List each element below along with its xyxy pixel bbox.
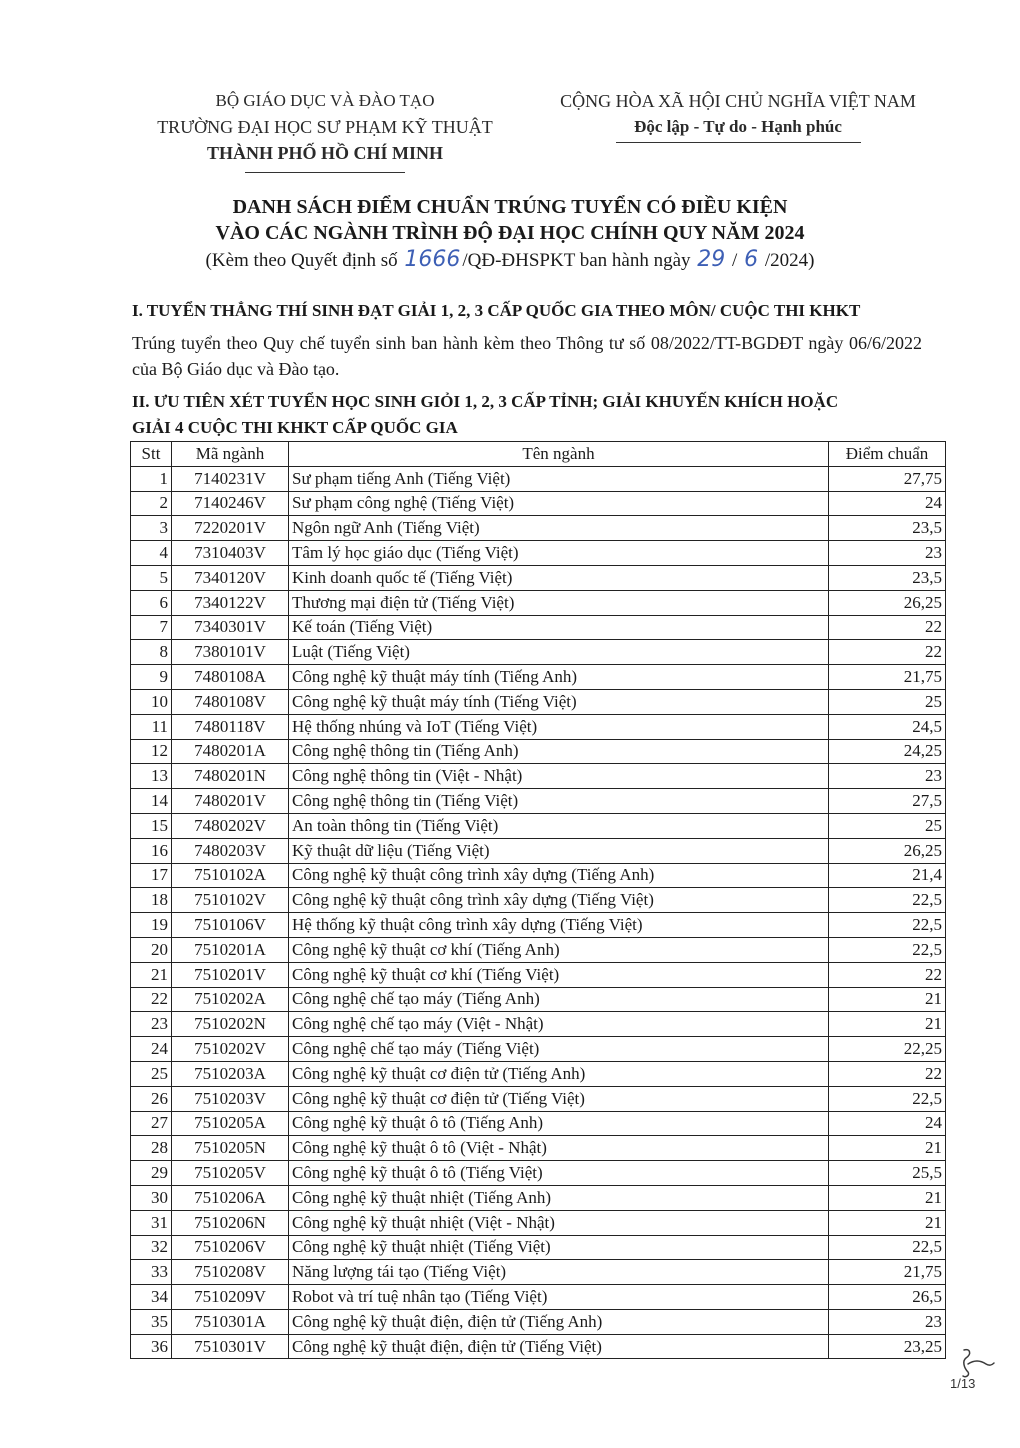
table-row (131, 615, 946, 640)
table-row (131, 987, 946, 1012)
table-row (131, 541, 946, 566)
row-major-code: 7480201A (172, 739, 289, 764)
row-major-name: An toàn thông tin (Tiếng Việt) (289, 813, 829, 838)
row-major-name: Sư phạm công nghệ (Tiếng Việt) (289, 491, 829, 516)
row-stt: 17 (131, 863, 172, 888)
row-cutoff-score: 22,5 (829, 1235, 946, 1260)
row-major-code: 7510209V (172, 1285, 289, 1310)
row-major-code: 7510106V (172, 913, 289, 938)
row-major-name: Công nghệ thông tin (Tiếng Việt) (289, 789, 829, 814)
section-2-title-line-1: II. ƯU TIÊN XÉT TUYỂN HỌC SINH GIỎI 1, 2, 3 CẤP TỈNH; GIẢI KHUYẾN KHÍCH HOẶC (132, 392, 839, 411)
row-cutoff-score: 23 (829, 541, 946, 566)
table-row (131, 1136, 946, 1161)
row-stt: 9 (131, 665, 172, 690)
row-stt: 29 (131, 1161, 172, 1186)
row-major-code: 7480108V (172, 689, 289, 714)
row-cutoff-score: 23 (829, 764, 946, 789)
row-major-code: 7480108A (172, 665, 289, 690)
row-major-code: 7510205V (172, 1161, 289, 1186)
row-cutoff-score: 26,25 (829, 838, 946, 863)
row-major-name: Robot và trí tuệ nhân tạo (Tiếng Việt) (289, 1285, 829, 1310)
row-stt: 28 (131, 1136, 172, 1161)
document-title (120, 194, 900, 275)
row-stt: 8 (131, 640, 172, 665)
row-stt: 4 (131, 541, 172, 566)
row-major-name: Công nghệ kỹ thuật nhiệt (Việt - Nhật) (289, 1210, 829, 1235)
row-major-name: Công nghệ chế tạo máy (Tiếng Việt) (289, 1037, 829, 1062)
cutoff-score-table (130, 441, 946, 1359)
section-1-title: I. TUYỂN THẲNG THÍ SINH ĐẠT GIẢI 1, 2, 3 CẤP QUỐC GIA THEO MÔN/ CUỘC THI KHKT (132, 301, 861, 320)
section-1-text: Trúng tuyển theo Quy chế tuyển sinh ban hành kèm theo Thông tư số 08/2022/TT-BGDĐT ngày 06/6/2022 của Bộ Giáo dục và Đào tạo. (132, 333, 922, 379)
title-line-1: DANH SÁCH ĐIỂM CHUẨN TRÚNG TUYỂN CÓ ĐIỀU KIỆN (232, 196, 788, 218)
row-major-name: Công nghệ kỹ thuật cơ khí (Tiếng Anh) (289, 937, 829, 962)
row-cutoff-score: 26,25 (829, 590, 946, 615)
table-row (131, 466, 946, 491)
row-cutoff-score: 22 (829, 615, 946, 640)
row-major-code: 7510102V (172, 888, 289, 913)
header-cutoff-score: Điểm chuẩn (829, 442, 946, 467)
row-major-code: 7140246V (172, 491, 289, 516)
row-stt: 33 (131, 1260, 172, 1285)
table-row (131, 937, 946, 962)
header-stt: Stt (131, 442, 172, 467)
header-major-name: Tên ngành (289, 442, 829, 467)
table-row (131, 962, 946, 987)
row-stt: 19 (131, 913, 172, 938)
row-stt: 2 (131, 491, 172, 516)
row-cutoff-score: 27,5 (829, 789, 946, 814)
table-row (131, 1061, 946, 1086)
row-stt: 14 (131, 789, 172, 814)
row-stt: 32 (131, 1235, 172, 1260)
section-1 (132, 298, 922, 382)
row-cutoff-score: 25 (829, 689, 946, 714)
row-major-name: Công nghệ kỹ thuật ô tô (Tiếng Anh) (289, 1111, 829, 1136)
row-major-code: 7380101V (172, 640, 289, 665)
decision-middle: /QĐ-ĐHSPKT ban hành ngày (462, 250, 691, 271)
header-major-code: Mã ngành (172, 442, 289, 467)
table-row (131, 789, 946, 814)
row-cutoff-score: 21,75 (829, 665, 946, 690)
table-row (131, 689, 946, 714)
page-number: 1/13 (950, 1376, 976, 1391)
row-major-name: Năng lượng tái tạo (Tiếng Việt) (289, 1260, 829, 1285)
row-major-code: 7480201N (172, 764, 289, 789)
row-stt: 3 (131, 516, 172, 541)
header-right (528, 88, 948, 143)
row-major-code: 7510203A (172, 1061, 289, 1086)
row-major-name: Công nghệ kỹ thuật máy tính (Tiếng Anh) (289, 665, 829, 690)
row-stt: 6 (131, 590, 172, 615)
row-major-name: Công nghệ kỹ thuật nhiệt (Tiếng Việt) (289, 1235, 829, 1260)
ministry-name: BỘ GIÁO DỤC VÀ ĐÀO TẠO (215, 91, 435, 110)
row-stt: 11 (131, 714, 172, 739)
row-stt: 7 (131, 615, 172, 640)
row-cutoff-score: 22,5 (829, 937, 946, 962)
row-stt: 1 (131, 466, 172, 491)
row-cutoff-score: 21 (829, 1210, 946, 1235)
date-slash: / (732, 250, 738, 271)
row-major-name: Công nghệ kỹ thuật công trình xây dựng (Tiếng Anh) (289, 863, 829, 888)
table-row (131, 1235, 946, 1260)
row-major-name: Công nghệ kỹ thuật cơ điện tử (Tiếng Anh) (289, 1061, 829, 1086)
row-stt: 18 (131, 888, 172, 913)
country-name: CỘNG HÒA XÃ HỘI CHỦ NGHĨA VIỆT NAM (560, 91, 916, 111)
row-stt: 25 (131, 1061, 172, 1086)
row-major-code: 7510205N (172, 1136, 289, 1161)
signature-initials (956, 1346, 996, 1380)
row-stt: 12 (131, 739, 172, 764)
header-left (120, 88, 530, 173)
table-row (131, 491, 946, 516)
table-row (131, 590, 946, 615)
decision-suffix: /2024) (764, 250, 815, 271)
row-major-code: 7510205A (172, 1111, 289, 1136)
row-stt: 24 (131, 1037, 172, 1062)
row-major-code: 7510202A (172, 987, 289, 1012)
table-row (131, 913, 946, 938)
row-cutoff-score: 22,5 (829, 888, 946, 913)
row-major-code: 7510208V (172, 1260, 289, 1285)
row-cutoff-score: 21 (829, 987, 946, 1012)
row-major-name: Hệ thống kỹ thuật công trình xây dựng (Tiếng Việt) (289, 913, 829, 938)
row-major-code: 7140231V (172, 466, 289, 491)
table-header-row (131, 442, 946, 467)
row-stt: 26 (131, 1086, 172, 1111)
table-row (131, 1260, 946, 1285)
row-stt: 34 (131, 1285, 172, 1310)
row-major-name: Công nghệ kỹ thuật công trình xây dựng (Tiếng Việt) (289, 888, 829, 913)
row-cutoff-score: 24,5 (829, 714, 946, 739)
city-name: THÀNH PHỐ HỒ CHÍ MINH (206, 143, 443, 163)
decision-reference (120, 246, 900, 275)
row-cutoff-score: 22 (829, 1061, 946, 1086)
table-row (131, 888, 946, 913)
row-major-code: 7510201V (172, 962, 289, 987)
row-major-name: Tâm lý học giáo dục (Tiếng Việt) (289, 541, 829, 566)
row-cutoff-score: 22 (829, 962, 946, 987)
row-major-name: Kinh doanh quốc tế (Tiếng Việt) (289, 565, 829, 590)
row-major-code: 7510201A (172, 937, 289, 962)
row-cutoff-score: 25 (829, 813, 946, 838)
section-2-title-line-2: GIẢI 4 CUỘC THI KHKT CẤP QUỐC GIA (132, 418, 458, 437)
header-right-underline (616, 142, 861, 143)
decision-prefix: (Kèm theo Quyết định số (205, 250, 398, 271)
row-cutoff-score: 21 (829, 1012, 946, 1037)
row-major-code: 7510102A (172, 863, 289, 888)
row-stt: 36 (131, 1334, 172, 1359)
row-stt: 27 (131, 1111, 172, 1136)
row-cutoff-score: 21 (829, 1136, 946, 1161)
row-major-code: 7480203V (172, 838, 289, 863)
row-major-name: Công nghệ chế tạo máy (Việt - Nhật) (289, 1012, 829, 1037)
row-major-code: 7310403V (172, 541, 289, 566)
row-stt: 21 (131, 962, 172, 987)
row-cutoff-score: 23,5 (829, 516, 946, 541)
row-stt: 31 (131, 1210, 172, 1235)
row-cutoff-score: 23,5 (829, 565, 946, 590)
table-row (131, 1309, 946, 1334)
row-major-code: 7510203V (172, 1086, 289, 1111)
row-major-name: Công nghệ kỹ thuật ô tô (Tiếng Việt) (289, 1161, 829, 1186)
decision-month: 6 (744, 247, 759, 272)
row-major-name: Công nghệ kỹ thuật cơ khí (Tiếng Việt) (289, 962, 829, 987)
table-row (131, 665, 946, 690)
row-cutoff-score: 24 (829, 1111, 946, 1136)
table-row (131, 739, 946, 764)
row-major-name: Công nghệ thông tin (Tiếng Anh) (289, 739, 829, 764)
table-row (131, 565, 946, 590)
row-cutoff-score: 22,5 (829, 1086, 946, 1111)
row-major-code: 7510202N (172, 1012, 289, 1037)
row-major-name: Công nghệ kỹ thuật máy tính (Tiếng Việt) (289, 689, 829, 714)
table-row (131, 640, 946, 665)
table-row (131, 813, 946, 838)
row-cutoff-score: 22 (829, 640, 946, 665)
row-major-code: 7220201V (172, 516, 289, 541)
row-major-name: Thương mại điện tử (Tiếng Việt) (289, 590, 829, 615)
table-row (131, 516, 946, 541)
table-row (131, 714, 946, 739)
row-cutoff-score: 23 (829, 1309, 946, 1334)
decision-day: 29 (697, 247, 726, 272)
row-major-code: 7510301V (172, 1334, 289, 1359)
row-major-code: 7510206N (172, 1210, 289, 1235)
motto: Độc lập - Tự do - Hạnh phúc (634, 117, 842, 136)
table-row (131, 1210, 946, 1235)
table-row (131, 1185, 946, 1210)
row-major-name: Công nghệ kỹ thuật ô tô (Việt - Nhật) (289, 1136, 829, 1161)
row-stt: 10 (131, 689, 172, 714)
section-2 (132, 389, 922, 441)
row-stt: 23 (131, 1012, 172, 1037)
row-major-name: Hệ thống nhúng và IoT (Tiếng Việt) (289, 714, 829, 739)
row-major-code: 7480118V (172, 714, 289, 739)
row-cutoff-score: 24,25 (829, 739, 946, 764)
table-row (131, 1086, 946, 1111)
row-stt: 20 (131, 937, 172, 962)
row-major-name: Luật (Tiếng Việt) (289, 640, 829, 665)
row-stt: 15 (131, 813, 172, 838)
row-cutoff-score: 21 (829, 1185, 946, 1210)
row-major-name: Ngôn ngữ Anh (Tiếng Việt) (289, 516, 829, 541)
row-major-code: 7480201V (172, 789, 289, 814)
row-cutoff-score: 26,5 (829, 1285, 946, 1310)
row-major-name: Công nghệ kỹ thuật điện, điện tử (Tiếng Anh) (289, 1309, 829, 1334)
row-cutoff-score: 21,75 (829, 1260, 946, 1285)
table-row (131, 838, 946, 863)
row-major-code: 7340122V (172, 590, 289, 615)
row-major-code: 7510206V (172, 1235, 289, 1260)
row-major-code: 7510206A (172, 1185, 289, 1210)
row-major-code: 7340120V (172, 565, 289, 590)
row-major-name: Công nghệ kỹ thuật nhiệt (Tiếng Anh) (289, 1185, 829, 1210)
row-major-name: Công nghệ kỹ thuật điện, điện tử (Tiếng Việt) (289, 1334, 829, 1359)
table-row (131, 1012, 946, 1037)
row-major-code: 7480202V (172, 813, 289, 838)
row-cutoff-score: 25,5 (829, 1161, 946, 1186)
row-stt: 16 (131, 838, 172, 863)
title-line-2: VÀO CÁC NGÀNH TRÌNH ĐỘ ĐẠI HỌC CHÍNH QUY NĂM 2024 (215, 222, 805, 244)
table-row (131, 1285, 946, 1310)
row-major-code: 7510301A (172, 1309, 289, 1334)
table-row (131, 764, 946, 789)
row-stt: 5 (131, 565, 172, 590)
row-major-name: Công nghệ kỹ thuật cơ điện tử (Tiếng Việt) (289, 1086, 829, 1111)
table-row (131, 863, 946, 888)
header-left-underline (245, 172, 405, 173)
row-cutoff-score: 23,25 (829, 1334, 946, 1359)
row-cutoff-score: 22,5 (829, 913, 946, 938)
row-major-name: Kế toán (Tiếng Việt) (289, 615, 829, 640)
row-major-name: Công nghệ thông tin (Việt - Nhật) (289, 764, 829, 789)
row-major-name: Sư phạm tiếng Anh (Tiếng Việt) (289, 466, 829, 491)
row-stt: 35 (131, 1309, 172, 1334)
university-name: TRƯỜNG ĐẠI HỌC SƯ PHẠM KỸ THUẬT (157, 117, 493, 137)
table-body (131, 466, 946, 1359)
decision-number: 1666 (404, 247, 461, 272)
row-major-name: Công nghệ chế tạo máy (Tiếng Anh) (289, 987, 829, 1012)
row-major-code: 7340301V (172, 615, 289, 640)
row-cutoff-score: 24 (829, 491, 946, 516)
table-row (131, 1161, 946, 1186)
row-cutoff-score: 27,75 (829, 466, 946, 491)
row-stt: 13 (131, 764, 172, 789)
row-major-code: 7510202V (172, 1037, 289, 1062)
table-row (131, 1037, 946, 1062)
row-major-name: Kỹ thuật dữ liệu (Tiếng Việt) (289, 838, 829, 863)
row-cutoff-score: 22,25 (829, 1037, 946, 1062)
table-row (131, 1334, 946, 1359)
row-cutoff-score: 21,4 (829, 863, 946, 888)
row-stt: 30 (131, 1185, 172, 1210)
table-row (131, 1111, 946, 1136)
row-stt: 22 (131, 987, 172, 1012)
